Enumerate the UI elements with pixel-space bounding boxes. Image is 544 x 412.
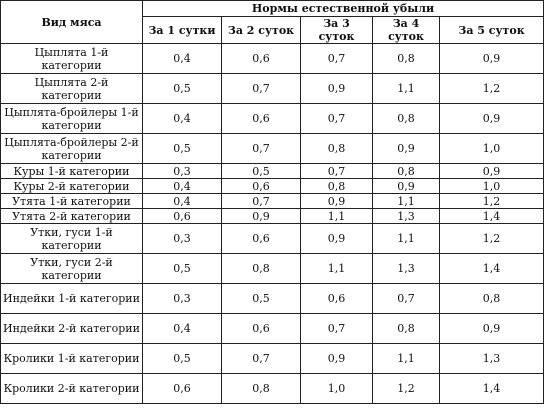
norm-value-cell: 0,7 (301, 164, 373, 179)
meat-type-cell: Цыплята-бройлеры 1-й категории (1, 104, 143, 134)
norm-value-cell: 0,4 (143, 44, 222, 74)
norm-value-cell: 0,8 (301, 179, 373, 194)
norm-value-cell: 0,8 (301, 134, 373, 164)
norm-value-cell: 0,6 (143, 209, 222, 224)
table-row (1, 374, 544, 404)
norm-value-cell: 1,1 (373, 74, 440, 104)
table-row (1, 74, 544, 104)
norm-value-cell: 0,9 (440, 104, 544, 134)
norm-value-cell: 1,2 (440, 74, 544, 104)
meat-type-cell: Цыплята 2-й категории (1, 74, 143, 104)
meat-type-cell: Утки, гуси 1-й категории (1, 224, 143, 254)
period-header: За 2 суток (222, 17, 301, 44)
table-row (1, 134, 544, 164)
norm-value-cell: 1,3 (373, 209, 440, 224)
meat-type-cell: Кролики 2-й категории (1, 374, 143, 404)
table-body (1, 44, 544, 404)
norm-value-cell: 0,7 (301, 314, 373, 344)
norm-value-cell: 0,6 (301, 284, 373, 314)
table-row (1, 194, 544, 209)
table-row (1, 344, 544, 374)
norm-value-cell: 0,6 (222, 224, 301, 254)
norm-value-cell: 0,6 (143, 374, 222, 404)
norm-value-cell: 0,7 (301, 44, 373, 74)
norm-value-cell: 0,5 (222, 284, 301, 314)
norm-value-cell: 0,9 (301, 344, 373, 374)
norm-value-cell: 0,5 (143, 344, 222, 374)
meat-type-cell: Утки, гуси 2-й категории (1, 254, 143, 284)
norm-value-cell: 0,7 (222, 74, 301, 104)
norm-value-cell: 0,4 (143, 179, 222, 194)
table-row (1, 209, 544, 224)
norm-value-cell: 1,0 (440, 134, 544, 164)
norm-value-cell: 1,2 (373, 374, 440, 404)
norm-value-cell: 0,9 (440, 164, 544, 179)
norm-value-cell: 0,8 (222, 254, 301, 284)
meat-type-cell: Куры 1-й категории (1, 164, 143, 179)
norm-value-cell: 0,8 (222, 374, 301, 404)
norm-value-cell: 1,4 (440, 209, 544, 224)
norm-value-cell: 0,6 (222, 44, 301, 74)
norm-value-cell: 1,1 (301, 209, 373, 224)
meat-type-cell: Куры 2-й категории (1, 179, 143, 194)
norm-value-cell: 0,7 (222, 344, 301, 374)
meat-type-cell: Кролики 1-й категории (1, 344, 143, 374)
norm-value-cell: 0,7 (222, 194, 301, 209)
norm-value-cell: 0,4 (143, 194, 222, 209)
norm-value-cell: 1,0 (301, 374, 373, 404)
norm-value-cell: 1,4 (440, 254, 544, 284)
period-header: За 4 суток (373, 17, 440, 44)
norm-value-cell: 0,8 (440, 284, 544, 314)
meat-type-cell: Цыплята-бройлеры 2-й категории (1, 134, 143, 164)
meat-type-cell: Цыплята 1-й категории (1, 44, 143, 74)
norms-header: Нормы естественной убыли (143, 1, 544, 17)
norm-value-cell: 1,3 (440, 344, 544, 374)
table-row (1, 164, 544, 179)
norm-value-cell: 0,6 (222, 314, 301, 344)
norm-value-cell: 1,1 (373, 224, 440, 254)
norm-value-cell: 0,3 (143, 164, 222, 179)
norm-value-cell: 0,9 (301, 194, 373, 209)
norm-value-cell: 0,4 (143, 314, 222, 344)
table-row (1, 44, 544, 74)
norm-value-cell: 0,7 (222, 134, 301, 164)
norm-value-cell: 0,8 (373, 164, 440, 179)
table-row (1, 224, 544, 254)
norm-value-cell: 0,5 (143, 134, 222, 164)
table-row (1, 179, 544, 194)
norm-value-cell: 0,9 (301, 224, 373, 254)
norm-value-cell: 0,8 (373, 314, 440, 344)
norm-value-cell: 1,1 (301, 254, 373, 284)
norm-value-cell: 0,7 (373, 284, 440, 314)
norm-value-cell: 0,9 (440, 44, 544, 74)
norm-value-cell: 0,3 (143, 224, 222, 254)
meat-type-cell: Утята 2-й категории (1, 209, 143, 224)
norm-value-cell: 0,9 (301, 74, 373, 104)
norm-value-cell: 0,9 (222, 209, 301, 224)
period-header: За 5 суток (440, 17, 544, 44)
norm-value-cell: 1,3 (373, 254, 440, 284)
period-header: За 1 сутки (143, 17, 222, 44)
table-row (1, 104, 544, 134)
norm-value-cell: 1,4 (440, 374, 544, 404)
table-row (1, 284, 544, 314)
meat-type-cell: Утята 1-й категории (1, 194, 143, 209)
norm-value-cell: 0,6 (222, 104, 301, 134)
norm-value-cell: 0,4 (143, 104, 222, 134)
norm-value-cell: 0,9 (440, 314, 544, 344)
norm-value-cell: 1,2 (440, 194, 544, 209)
meat-type-cell: Индейки 1-й категории (1, 284, 143, 314)
norm-value-cell: 0,8 (373, 44, 440, 74)
meat-type-cell: Индейки 2-й категории (1, 314, 143, 344)
norm-value-cell: 1,0 (440, 179, 544, 194)
norm-value-cell: 0,5 (222, 164, 301, 179)
norm-value-cell: 0,3 (143, 284, 222, 314)
norm-value-cell: 0,6 (222, 179, 301, 194)
norm-value-cell: 1,1 (373, 344, 440, 374)
meat-type-header: Вид мяса (1, 1, 143, 44)
norm-value-cell: 0,5 (143, 74, 222, 104)
norm-value-cell: 0,9 (373, 179, 440, 194)
period-header: За 3 суток (301, 17, 373, 44)
norm-value-cell: 0,8 (373, 104, 440, 134)
norm-value-cell: 1,2 (440, 224, 544, 254)
norm-value-cell: 1,1 (373, 194, 440, 209)
norm-value-cell: 0,9 (373, 134, 440, 164)
norm-value-cell: 0,5 (143, 254, 222, 284)
table-row (1, 254, 544, 284)
table-row (1, 314, 544, 344)
norm-value-cell: 0,7 (301, 104, 373, 134)
